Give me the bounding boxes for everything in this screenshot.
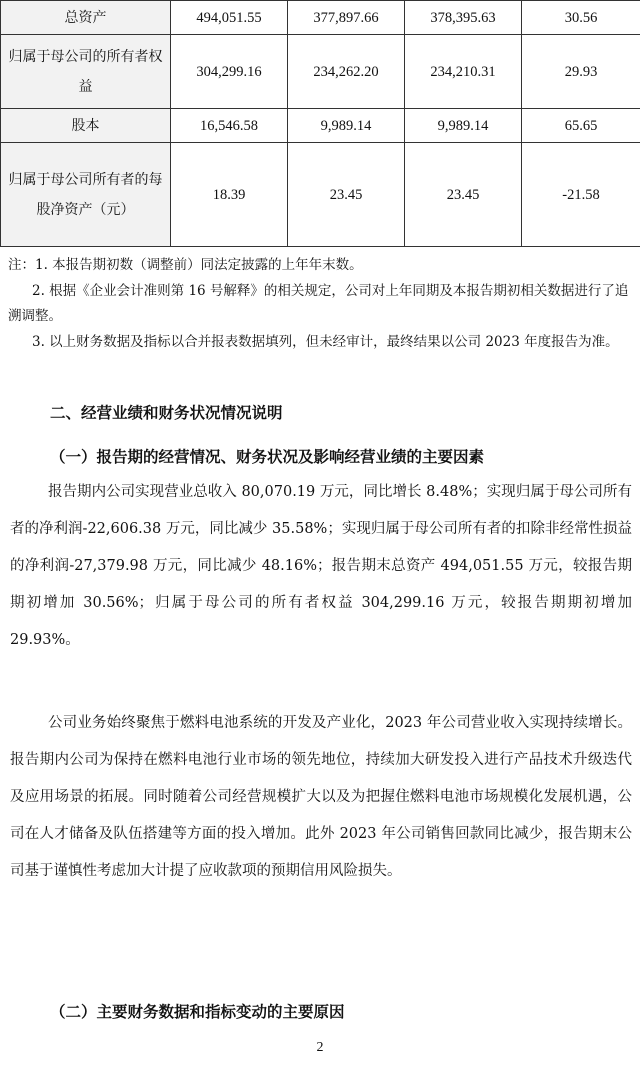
cell-value: 9,989.14 bbox=[405, 109, 522, 143]
row-label: 归属于母公司的所有者权益 bbox=[1, 35, 171, 109]
cell-value: 234,262.20 bbox=[288, 35, 405, 109]
note-3: 3. 以上财务数据及指标以合并报表数据填列，但未经审计，最终结果以公司 2023 年度报告为准。 bbox=[32, 333, 619, 350]
table-row bbox=[1, 143, 640, 247]
cell-value: 23.45 bbox=[288, 143, 405, 247]
paragraph: 报告期内公司实现营业总收入 80,070.19 万元，同比增长 8.48%；实现归属于母公司所有者的净利润-22,606.38 万元，同比减少 35.58%；实现归属于母公司所有者的扣除非经常性损益的净利润-27,379.98 万元，同比减少 48.16%；报告期末总资产 494,051.55 万元，较报告期期初增加 30.56%；归属于母公司的所有者权益 304,299.16 万元，较报告期期初增加 29.93%。 bbox=[10, 484, 632, 648]
cell-value: 23.45 bbox=[405, 143, 522, 247]
cell-value: 18.39 bbox=[171, 143, 288, 247]
cell-value: 377,897.66 bbox=[288, 1, 405, 35]
cell-value: 304,299.16 bbox=[171, 35, 288, 109]
cell-value: 29.93 bbox=[522, 35, 640, 109]
subsection-title: （二）主要财务数据和指标变动的主要原因 bbox=[50, 1002, 345, 1021]
row-label: 归属于母公司所有者的每股净资产（元） bbox=[1, 143, 171, 247]
cell-value: -21.58 bbox=[522, 143, 640, 247]
cell-value: 234,210.31 bbox=[405, 35, 522, 109]
cell-value: 9,989.14 bbox=[288, 109, 405, 143]
cell-value: 16,546.58 bbox=[171, 109, 288, 143]
row-label: 股本 bbox=[1, 109, 171, 143]
note-1: 注：1. 本报告期初数（调整前）同法定披露的上年年末数。 bbox=[8, 257, 363, 273]
section-title: 二、经营业绩和财务状况情况说明 bbox=[50, 403, 283, 422]
financial-table bbox=[0, 0, 640, 247]
row-label: 总资产 bbox=[1, 1, 171, 35]
table-row bbox=[1, 109, 640, 143]
table-row bbox=[1, 35, 640, 109]
cell-value: 65.65 bbox=[522, 109, 640, 143]
subsection-title: （一）报告期的经营情况、财务状况及影响经营业绩的主要因素 bbox=[50, 447, 485, 466]
cell-value: 494,051.55 bbox=[171, 1, 288, 35]
paragraph: 公司业务始终聚焦于燃料电池系统的开发及产业化，2023 年公司营业收入实现持续增长。报告期内公司为保持在燃料电池行业市场的领先地位，持续加大研发投入进行产品技术升级迭代及应用场景的拓展。同时随着公司经营规模扩大以及为把握住燃料电池市场规模化发展机遇，公司在人才储备及队伍搭建等方面的投入增加。此外 2023 年公司销售回款同比减少，报告期末公司基于谨慎性考虑加大计提了应收款项的预期信用风险损失。 bbox=[10, 715, 632, 879]
cell-value: 30.56 bbox=[522, 1, 640, 35]
table-notes bbox=[8, 253, 634, 355]
page-number: 2 bbox=[316, 1040, 324, 1055]
table-row bbox=[1, 1, 640, 35]
note-2: 2. 根据《企业会计准则第 16 号解释》的相关规定，公司对上年同期及本报告期初相关数据进行了追溯调整。 bbox=[8, 282, 629, 324]
cell-value: 378,395.63 bbox=[405, 1, 522, 35]
